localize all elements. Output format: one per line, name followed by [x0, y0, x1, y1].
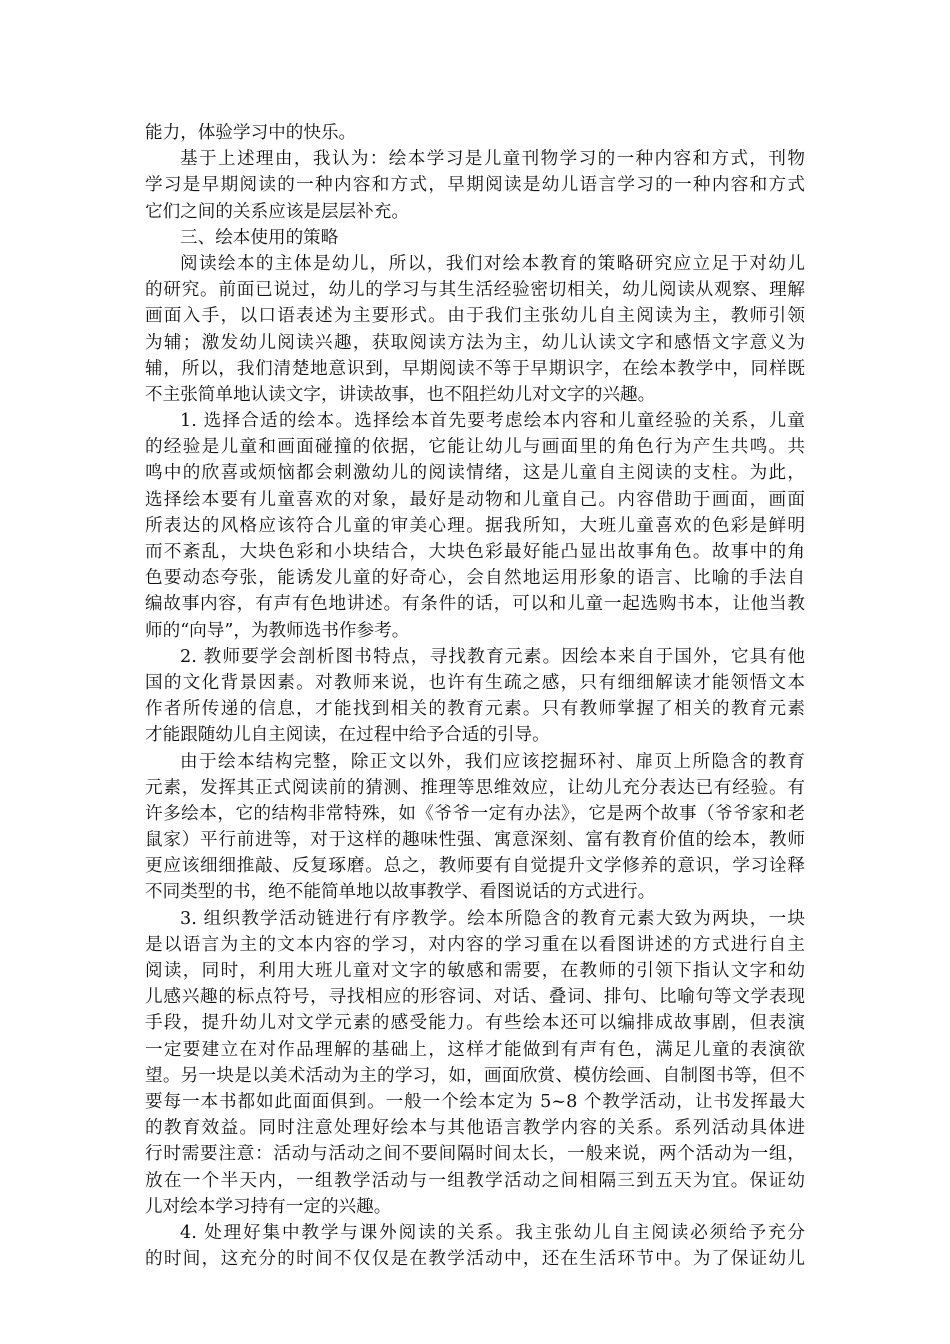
text-line: 一定要建立在对作品理解的基础上，这样才能做到有声有色，满足儿童的表演欲 — [145, 1039, 805, 1060]
text-line: 元素，发挥其正式阅读前的猜测、推理等思维效应，让幼儿充分表达已有经验。有 — [145, 777, 805, 798]
text-line: 的教育效益。同时注意处理好绘本与其他语言教学内容的关系。系列活动具体进 — [145, 1118, 805, 1139]
text-line: 选择绘本要有儿童喜欢的对象，最好是动物和儿童自己。内容借助于画面，画面 — [145, 489, 805, 510]
text-line: 学习是早期阅读的一种内容和方式，早期阅读是幼儿语言学习的一种内容和方式 — [145, 175, 805, 196]
text-line: 是以语言为主的文本内容的学习，对内容的学习重在以看图讲述的方式进行自主 — [145, 934, 805, 955]
text-line: 不主张简单地认读文字，讲读故事，也不阻拦幼儿对文字的兴趣。 — [145, 384, 656, 405]
text-line: 要每一本书都如此面面俱到。一般一个绘本定为 5~8 个教学活动，让书发挥最大 — [145, 1091, 805, 1112]
text-line: 1. 选择合适的绘本。选择绘本首先要考虑绘本内容和儿童经验的关系，儿童 — [180, 411, 805, 432]
text-line: 鼠家）平行前进等，对于这样的趣味性强、寓意深刻、富有教育价值的绘本，教师 — [145, 830, 805, 851]
text-line: 辅，所以，我们清楚地意识到，早期阅读不等于早期识字，在绘本教学中，同样既 — [145, 358, 805, 379]
text-line: 的研究。前面已说过，幼儿的学习与其生活经验密切相关，幼儿阅读从观察、理解 — [145, 280, 805, 301]
text-line: 为辅；激发幼儿阅读兴趣，获取阅读方法为主，幼儿认读文字和感悟文字意义为 — [145, 332, 805, 353]
text-line: 3. 组织教学活动链进行有序教学。绘本所隐含的教育元素大致为两块，一块 — [180, 908, 805, 929]
text-line: 由于绘本结构完整，除正文以外，我们应该挖掘环衬、扉页上所隐含的教育 — [180, 751, 805, 772]
text-line: 色要动态夸张，能诱发儿童的好奇心，会自然地运用形象的语言、比喻的手法自 — [145, 568, 805, 589]
text-line: 画面入手，以口语表述为主要形式。由于我们主张幼儿自主阅读为主，教师引领 — [145, 306, 805, 327]
text-line: 而不紊乱，大块色彩和小块结合，大块色彩最好能凸显出故事角色。故事中的角 — [145, 542, 805, 562]
document-page — [145, 120, 805, 1272]
text-line: 不同类型的书，绝不能简单地以故事教学、看图说话的方式进行。 — [145, 882, 656, 903]
text-line: 儿对绘本学习持有一定的兴趣。 — [145, 1196, 392, 1217]
text-line: 阅读，同时，利用大班儿童对文字的敏感和需要，在教师的引领下指认文字和幼 — [145, 961, 805, 981]
text-line: 行时需要注意：活动与活动之间不要间隔时间太长，一般来说，两个活动为一组， — [145, 1144, 805, 1165]
text-line: 更应该细细推敲、反复琢磨。总之，教师要有自觉提升文学修养的意识，学习诠释 — [145, 856, 805, 877]
text-line: 手段，提升幼儿对文学元素的感受能力。有些绘本还可以编排成故事剧，但表演 — [145, 1013, 805, 1034]
text-line: 4. 处理好集中教学与课外阅读的关系。我主张幼儿自主阅读必须给予充分 — [180, 1222, 805, 1243]
text-line: 儿感兴趣的标点符号，寻找相应的形容词、对话、叠词、排句、比喻句等文学表现 — [145, 987, 805, 1008]
text-line: 所表达的风格应该符合儿童的审美心理。据我所知，大班儿童喜欢的色彩是鲜明 — [145, 515, 805, 536]
text-line: 许多绘本，它的结构非常特殊，如《爷爷一定有办法》，它是两个故事（爷爷家和老 — [145, 803, 805, 824]
text-line: 才能跟随幼儿自主阅读，在过程中给予合适的引导。 — [145, 725, 550, 746]
text-line: 能力，体验学习中的快乐。 — [145, 123, 357, 143]
text-line: 编故事内容，有声有色地讲述。有条件的话，可以和儿童一起选购书本，让他当教 — [145, 594, 805, 615]
text-line: 师的“向导”，为教师选书作参考。 — [145, 620, 410, 641]
text-line: 鸣中的欣喜或烦恼都会刺激幼儿的阅读情绪，这是儿童自主阅读的支柱。为此， — [145, 463, 805, 484]
text-line: 2. 教师要学会剖析图书特点，寻找教育元素。因绘本来自于国外，它具有他 — [180, 646, 805, 667]
text-line: 的时间，这充分的时间不仅仅是在教学活动中，还在生活环节中。为了保证幼儿 — [145, 1249, 805, 1270]
text-line: 它们之间的关系应该是层层补充。 — [145, 201, 409, 222]
text-line: 基于上述理由，我认为：绘本学习是儿童刊物学习的一种内容和方式，刊物 — [180, 149, 805, 170]
text-line: 的经验是儿童和画面碰撞的依据，它能让幼儿与画面里的角色行为产生共鸣。共 — [145, 437, 805, 458]
text-line: 放在一个半天内，一组教学活动与一组教学活动之间相隔三到五天为宜。保证幼 — [145, 1170, 805, 1191]
text-line: 望。另一块是以美术活动为主的学习，如，画面欣赏、模仿绘画、自制图书等，但不 — [145, 1065, 805, 1086]
text-line: 作者所传递的信息，才能找到相关的教育元素。只有教师掌握了相关的教育元素 — [145, 699, 805, 720]
text-line: 阅读绘本的主体是幼儿，所以，我们对绘本教育的策略研究应立足于对幼儿 — [180, 253, 805, 274]
text-line: 国的文化背景因素。对教师来说，也许有生疏之感，只有细细解读才能领悟文本 — [145, 672, 805, 693]
section-heading: 三、绘本使用的策略 — [180, 227, 339, 248]
